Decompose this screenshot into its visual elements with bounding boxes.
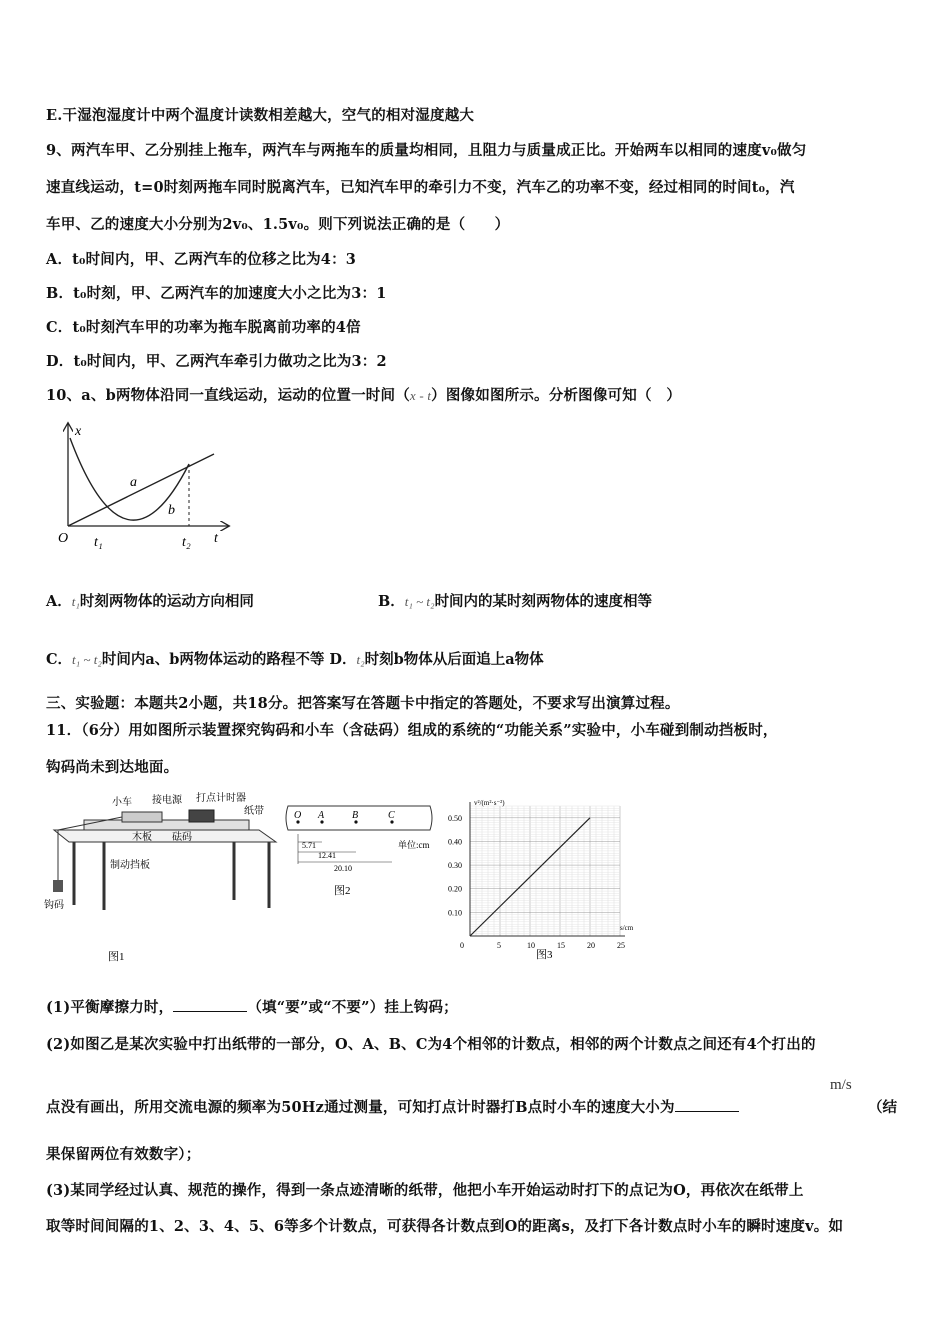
- q10-xt-graph: [56, 418, 236, 553]
- q9-option-b: B．t₀时刻，甲、乙两汽车的加速度大小之比为3：1: [46, 285, 387, 302]
- q11-line-1: 11．（6分）用如图所示装置探究钩码和小车（含砝码）组成的系统的“功能关系”实验中，小车碰到制动挡板时，: [46, 722, 778, 739]
- fig3-ytick-label: 0.50: [448, 813, 462, 823]
- sub1-answer-blank[interactable]: [173, 999, 247, 1012]
- fig3-xtick-label: 0: [460, 941, 464, 950]
- fig3-ytick-label: 0.40: [448, 837, 462, 847]
- fig2-label-B: B: [352, 810, 359, 821]
- fig3-xtick-label: 15: [557, 941, 565, 950]
- q10-option-a: A．t₁时刻两物体的运动方向相同: [46, 593, 254, 610]
- fig1-label-cart: 小车: [112, 797, 132, 808]
- fig1-label-power: 接电源: [152, 795, 182, 806]
- fig3-caption: 图3: [536, 949, 553, 961]
- fig3-ylabel: v²/(m²·s⁻²): [474, 799, 505, 807]
- label-t1: t₁: [94, 535, 103, 550]
- q10-line: [46, 384, 681, 405]
- tape-strip: [286, 806, 432, 830]
- fig3-chart: [440, 796, 640, 966]
- fig1-apparatus: [44, 790, 284, 970]
- q10-option-b: B．t₁ ~ t₂时间内的某时刻两物体的速度相等: [378, 593, 653, 610]
- section-3-heading: 三、实验题：本题共2小题，共18分。把答案写在答题卡中指定的答题处，不要求写出演算过程。: [46, 695, 680, 712]
- hook-weight: [53, 880, 63, 892]
- fig3-yticks: [448, 814, 462, 918]
- fig3-ytick-label: 0.30: [448, 861, 462, 871]
- fig2-d1: 5.71: [302, 841, 316, 850]
- q10-xt-symbol: x - t: [409, 388, 432, 403]
- timer: [189, 810, 214, 822]
- q10-line-text-a: 10、a、b两物体沿同一直线运动，运动的位置一时间（: [46, 387, 410, 404]
- fig3-xlabel: s/cm: [620, 924, 634, 932]
- line-a: [68, 454, 214, 526]
- fig2-caption: 图2: [334, 885, 351, 897]
- label-a: a: [130, 475, 137, 490]
- q9-option-c: C．t₀时刻汽车甲的功率为拖车脱离前功率的4倍: [46, 319, 361, 336]
- fig3-ytick-label: 0.20: [448, 884, 462, 894]
- q10-line-text-b: ）图像如图所示。分析图像可知（ ）: [431, 387, 682, 404]
- q9-line-1: 9、两汽车甲、乙分别挂上拖车，两汽车与两拖车的质量均相同，且阻力与质量成正比。开始两车以相同的速度v₀做匀: [46, 142, 807, 159]
- fig1-label-board: 木板: [132, 832, 152, 843]
- label-x: x: [75, 424, 82, 439]
- label-b: b: [168, 503, 175, 518]
- fig3-grid: [470, 806, 620, 936]
- fig1-label-tape: 纸带: [244, 806, 264, 817]
- q10-option-c-d: C．t₁ ~ t₂时间内a、b两物体运动的路程不等 D．t₂时刻b物体从后面追上a物体: [46, 651, 544, 668]
- fig3-xtick-label: 25: [617, 941, 625, 950]
- sub2-unit: m/s: [830, 1077, 852, 1093]
- sub1-line: (1)平衡摩擦力时， （填“要”或“不要”）挂上钩码；: [46, 999, 458, 1016]
- fig2-d2: 12.41: [318, 851, 336, 860]
- fig3-xtick-label: 10: [527, 941, 535, 950]
- fig2-label-A: A: [318, 810, 325, 821]
- q9-option-a: A．t₀时间内，甲、乙两汽车的位移之比为4：3: [46, 251, 357, 268]
- fig2-tape: [282, 800, 442, 900]
- fig1-label-weights: 砝码: [172, 832, 192, 843]
- sub2-line-3: 果保留两位有效数字）；: [46, 1146, 201, 1163]
- label-origin: O: [58, 531, 69, 546]
- sub2-line-2: 点没有画出，所用交流电源的频率为50Hz通过测量，可知打点计时器打B点时小车的速度大小为: [46, 1096, 739, 1117]
- fig2-unit: 单位:cm: [398, 840, 430, 850]
- fig3-xtick-label: 5: [497, 941, 501, 950]
- sub3-line-2: 取等时间间隔的1、2、3、4、5、6等多个计数点，可获得各计数点到O的距离s，及打下各计数点时小车的瞬时速度v。如: [46, 1218, 844, 1235]
- label-t: t: [214, 531, 218, 546]
- option-e-line: E.干湿泡湿度计中两个温度计读数相差越大，空气的相对湿度越大: [46, 107, 475, 124]
- q9-line-2: 速直线运动，t=0时刻两拖车同时脱离汽车，已知汽车甲的牵引力不变，汽车乙的功率不变，经过相同的时间t₀，汽: [46, 179, 795, 196]
- fig1-caption: 图1: [108, 951, 125, 963]
- cart: [122, 812, 162, 822]
- fig1-label-timer: 打点计时器: [196, 793, 246, 804]
- q9-option-d: D．t₀时间内，甲、乙两汽车牵引力做功之比为3：2: [46, 353, 387, 370]
- fig3-ytick-label: 0.10: [448, 908, 462, 918]
- board: [84, 820, 249, 830]
- fig2-d3: 20.10: [334, 864, 352, 873]
- fig2-label-C: C: [388, 810, 395, 821]
- label-t2: t₂: [182, 535, 191, 550]
- sub2-line-2-end: （结: [868, 1099, 897, 1116]
- fig1-label-hook: 钩码: [44, 900, 64, 911]
- sub3-line-1: (3)某同学经过认真、规范的操作，得到一条点迹清晰的纸带，他把小车开始运动时打下的点记为O，再依次在纸带上: [46, 1182, 804, 1199]
- table-top: [54, 830, 276, 842]
- fig2-label-O: O: [294, 810, 302, 821]
- fig3-xtick-label: 20: [587, 941, 595, 950]
- q9-line-3: 车甲、乙的速度大小分别为2v₀、1.5v₀。则下列说法正确的是（ ）: [46, 216, 510, 233]
- sub2-answer-blank[interactable]: [675, 1099, 739, 1112]
- fig1-label-stop: 制动挡板: [110, 860, 150, 871]
- sub2-line-1: (2)如图乙是某次实验中打出纸带的一部分，O、A、B、C为4个相邻的计数点，相邻的两个计数点之间还有4个打出的: [46, 1036, 816, 1053]
- q11-line-2: 钩码尚未到达地面。: [46, 759, 179, 776]
